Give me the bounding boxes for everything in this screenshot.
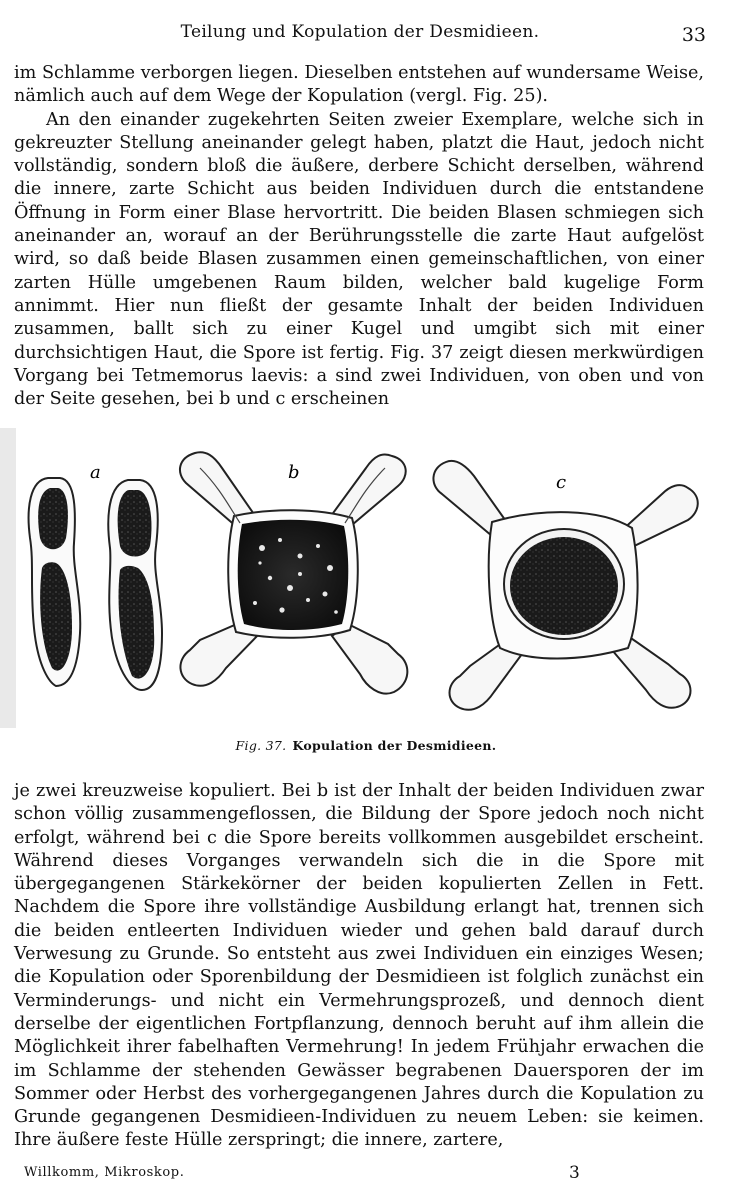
cell-a-right [108, 480, 162, 690]
figure-c-cells [433, 461, 697, 710]
page-header [14, 18, 706, 48]
figure-illustration [0, 428, 732, 728]
figure-caption-text: Kopulation der Desmidieen. [292, 738, 497, 753]
figure-37 [0, 428, 732, 768]
figure-label-c: c [556, 472, 567, 493]
figure-b-cells [180, 452, 407, 693]
paragraph-continuation: im Schlamme verborgen liegen. Dieselben entstehen auf wundersame Weise, nämlich auch auf dem Wege der Kopulation (vergl. Fig. 25). [14, 63, 704, 107]
figure-caption [0, 738, 732, 753]
figure-caption-number: Fig. 37. [235, 738, 287, 753]
running-title: Teilung und Kopulation der Desmidieen. [180, 22, 540, 42]
figure-label-a: a [90, 462, 101, 483]
cell-a-left [29, 478, 81, 686]
body-text-top [14, 62, 704, 411]
figure-label-b: b [288, 462, 300, 483]
page-number: 33 [681, 24, 706, 46]
paragraph-copulation: An den einander zugekehrten Seiten zweier Exemplare, welche sich in gekreuzter Stellung aneinander gelegt haben, platzt die Haut, jedoch nicht vollständig, sondern bloß die äußere, derbere Schicht derselben, während die innere, zarte Schicht aus beiden Individuen durch die entstandene Öffnung in Form einer Blase hervortritt. Die beiden Blasen schmiegen sich aneinander an, worauf an der Berührungsstelle die zarte Haut aufgelöst wird, so daß beide Blasen zusammen einen gemeinschaftlichen, von einer zarten Hülle umgebenen Raum bilden, welcher bald kugelige Form annimmt. Hier nun fließt der gesamte Inhalt der beiden Individuen zusammen, ballt sich zu einer Kugel und umgibt sich mit einer durchsichtigen Haut, die Spore ist fertig. Fig. 37 zeigt diesen merkwürdigen Vorgang bei Tetmemorus laevis: a sind zwei Individuen, von oben und von der Seite gesehen, bei b und c erscheinen [14, 109, 704, 410]
paragraph-after-figure: je zwei kreuzweise kopuliert. Bei b ist der Inhalt der beiden Individuen zwar schon völlig zusammengeflossen, die Bildung der Spore jedoch noch nicht erfolgt, während bei c die Spore bereits vollkommen ausgebildet erscheint. Während dieses Vorganges verwandeln sich die in die Spore mit übergegangenen Stärkekörner der beiden kopulierten Zellen in Fett. Nachdem die Spore ihre vollständige Ausbildung erlangt hat, trennen sich die beiden entleerten Individuen wieder und gehen bald darauf durch Verwesung zu Grunde. So entsteht aus zwei Individuen ein einziges Wesen; die Kopulation oder Sporenbildung der Desmidieen ist folglich zunächst ein Verminderungs- und nicht ein Vermehrungsprozeß, und dennoch dient derselbe der eigentlichen Fortpflanzung, dennoch beruht auf ihm allein die Möglichkeit ihrer fabelhaften Vermehrung! In jedem Frühjahr erwachen die im Schlamme der stehenden Gewässer begrabenen Dauersporen der im Sommer oder Herbst des vorhergegangenen Jahres durch die Kopulation zu Grunde gegangenen Desmidieen-Individuen zu neuem Leben: sie keimen. Ihre äußere feste Hülle zerspringt; die innere, zartere, [14, 781, 704, 1151]
body-text-bottom [14, 780, 704, 1153]
footer-author-title: Willkomm, Mikroskop. [24, 1165, 185, 1180]
printer-signature: 3 [569, 1163, 580, 1183]
page-footer [14, 1163, 706, 1187]
